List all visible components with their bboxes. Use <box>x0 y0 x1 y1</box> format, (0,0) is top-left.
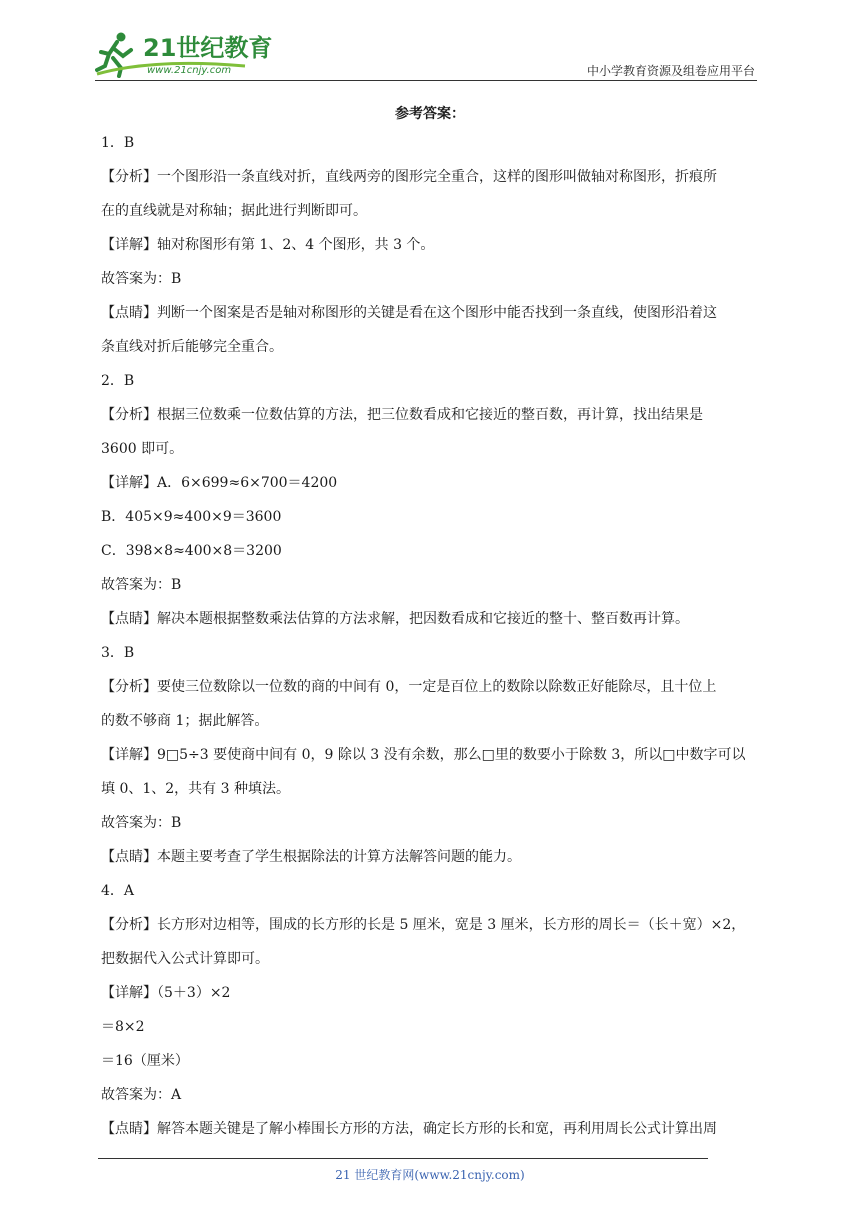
page-title: 参考答案： <box>395 106 465 122</box>
text-line: 【分析】一个图形沿一条直线对折，直线两旁的图形完全重合，这样的图形叫做轴对称图形，折痕所 <box>101 169 717 185</box>
text-line: 【分析】长方形对边相等，围成的长方形的长是 5 厘米，宽是 3 厘米，长方形的周长＝（长＋宽）×2， <box>101 917 746 933</box>
text-line: C．398×8≈400×8＝3200 <box>101 543 282 559</box>
text-line: 2．B <box>101 373 135 389</box>
svg-text:21世纪教育: 21世纪教育 <box>143 34 273 62</box>
text-line: 【分析】要使三位数除以一位数的商的中间有 0，一定是百位上的数除以除数正好能除尽，且十位上 <box>101 679 717 695</box>
text-line: ＝16（厘米） <box>101 1053 189 1069</box>
header-divider <box>95 80 757 81</box>
footer-divider <box>98 1158 708 1159</box>
text-line: 4．A <box>101 883 135 899</box>
text-line: 【分析】根据三位数乘一位数估算的方法，把三位数看成和它接近的整百数，再计算，找出结果是 <box>101 407 703 423</box>
text-line: 的数不够商 1；据此解答。 <box>101 713 269 729</box>
text-line: 3．B <box>101 645 135 661</box>
text-line: 【点睛】本题主要考查了学生根据除法的计算方法解答问题的能力。 <box>101 849 521 865</box>
text-line: 故答案为：A <box>101 1087 182 1103</box>
text-line: B．405×9≈400×9＝3600 <box>101 509 282 525</box>
answer-content <box>101 126 765 1146</box>
text-line: 在的直线就是对称轴；据此进行判断即可。 <box>101 203 367 219</box>
text-line: 故答案为：B <box>101 815 182 831</box>
page-footer: 21 世纪教育网(www.21cnjy.com) <box>335 1168 525 1182</box>
header-platform-text: 中小学教育资源及组卷应用平台 <box>586 64 755 78</box>
text-line: 【详解】轴对称图形有第 1、2、4 个图形，共 3 个。 <box>101 237 435 253</box>
page-header <box>0 0 860 90</box>
text-line: 1．B <box>101 135 135 151</box>
text-line: 【点睛】判断一个图案是否是轴对称图形的关键是看在这个图形中能否找到一条直线，使图形沿着这 <box>101 305 717 321</box>
text-line: 把数据代入公式计算即可。 <box>101 951 269 967</box>
site-logo <box>95 28 285 80</box>
text-line: 故答案为：B <box>101 271 182 287</box>
text-line: 【详解】A．6×699≈6×700＝4200 <box>101 475 338 491</box>
text-line: 【点睛】解答本题关键是了解小棒围长方形的方法，确定长方形的长和宽，再利用周长公式计算出周 <box>101 1121 717 1137</box>
svg-text:www.21cnjy.com: www.21cnjy.com <box>147 65 232 76</box>
text-line: 【详解】9□5÷3 要使商中间有 0，9 除以 3 没有余数，那么□里的数要小于除数 3，所以□中数字可以 <box>101 747 746 763</box>
text-line: 3600 即可。 <box>101 441 184 457</box>
text-line: 填 0、1、2，共有 3 种填法。 <box>101 781 290 797</box>
text-line: 故答案为：B <box>101 577 182 593</box>
text-line: ＝8×2 <box>101 1019 145 1035</box>
text-line: 【详解】（5＋3）×2 <box>101 985 231 1001</box>
text-line: 条直线对折后能够完全重合。 <box>101 339 283 355</box>
text-line: 【点睛】解决本题根据整数乘法估算的方法求解，把因数看成和它接近的整十、整百数再计算。 <box>101 611 689 627</box>
